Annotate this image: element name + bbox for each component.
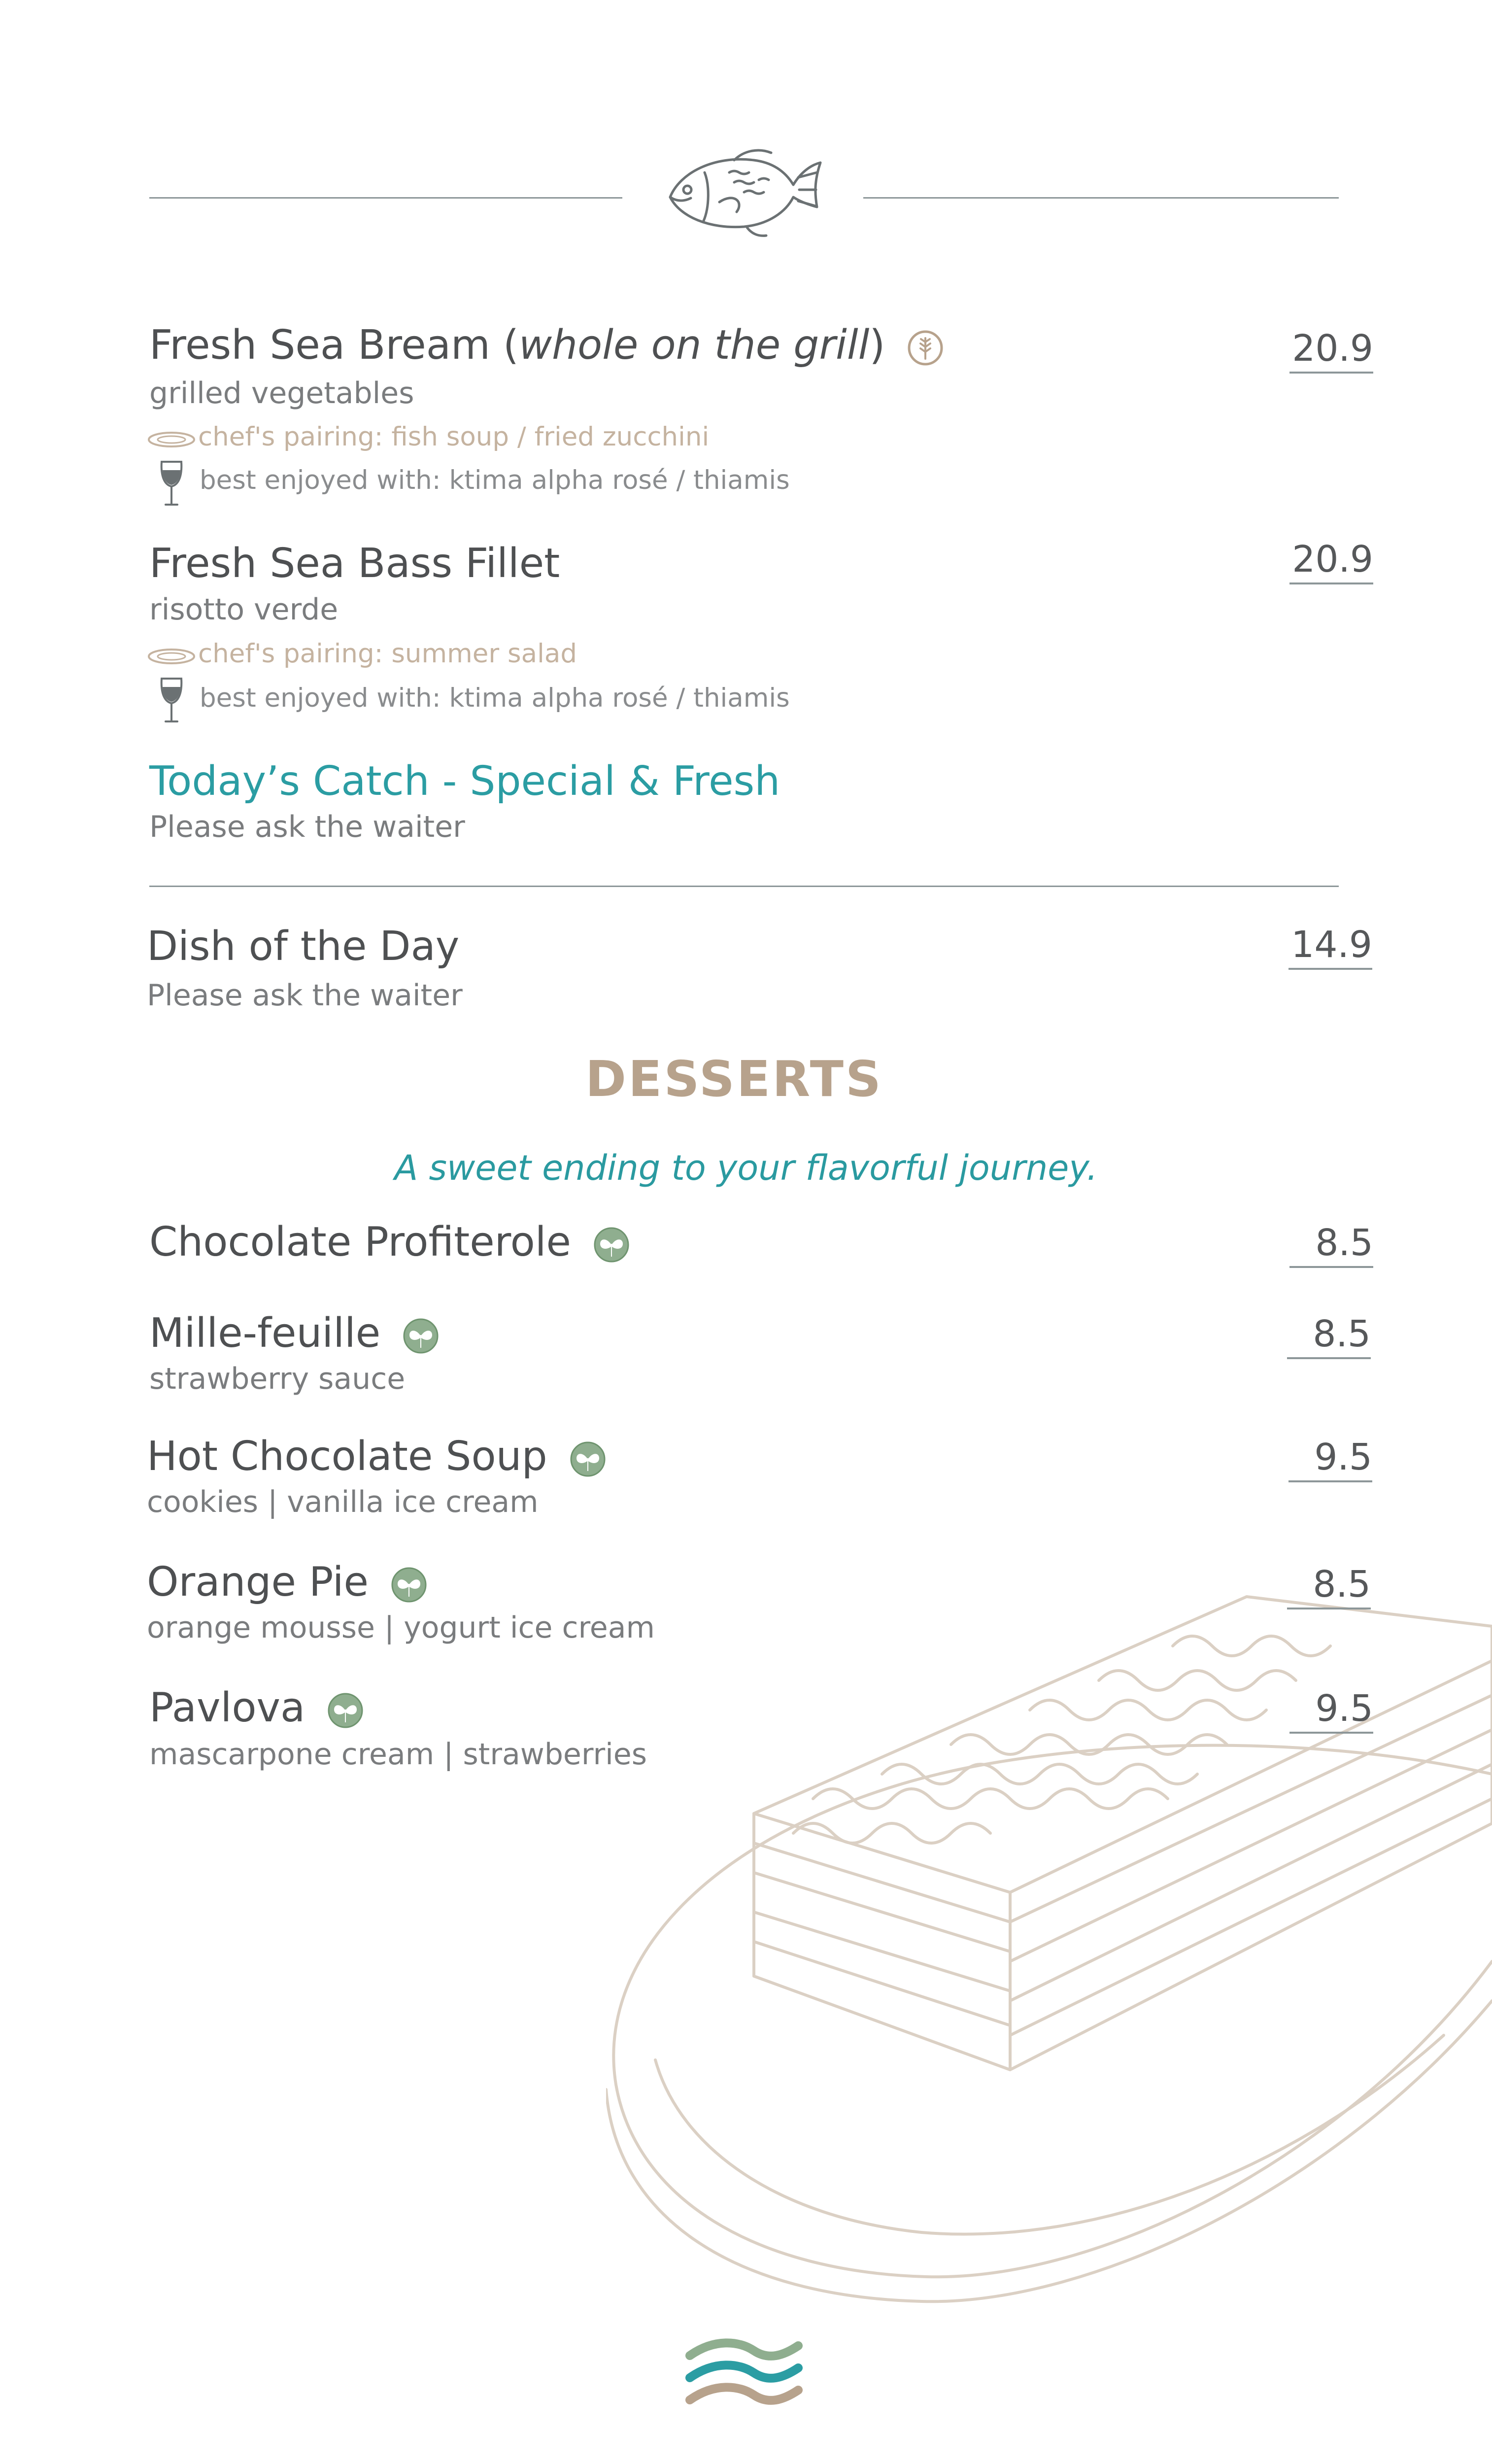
menu-item-name-end: ) xyxy=(869,322,885,369)
dessert-name: Chocolate Profiterole xyxy=(149,1219,571,1266)
header-rule-right xyxy=(863,197,1339,199)
dessert-title xyxy=(149,1684,364,1731)
vegetarian-leaf-icon xyxy=(327,1692,364,1729)
wine-pairing: best enjoyed with: ktima alpha rosé / thiamis xyxy=(200,465,790,495)
fish-icon xyxy=(660,143,828,241)
menu-item-title: Fresh Sea Bass Fillet xyxy=(149,540,560,587)
menu-item-name: Fresh Sea Bream ( xyxy=(149,322,519,369)
dessert-description: mascarpone cream | strawberries xyxy=(149,1737,647,1772)
dessert-title xyxy=(149,1310,440,1357)
dessert-name: Orange Pie xyxy=(147,1559,369,1606)
plate-icon xyxy=(147,430,196,449)
dessert-description: cookies | vanilla ice cream xyxy=(147,1485,539,1519)
dessert-title xyxy=(147,1559,428,1606)
dessert-name: Hot Chocolate Soup xyxy=(147,1433,547,1480)
mille-feuille-illustration xyxy=(606,1567,1492,2336)
dessert-description: orange mousse | yogurt ice cream xyxy=(147,1610,655,1645)
vegetarian-leaf-icon xyxy=(390,1566,428,1604)
dish-of-day-price: 14.9 xyxy=(1289,926,1372,970)
section-heading-desserts: DESSERTS xyxy=(585,1050,883,1108)
dessert-price: 8.5 xyxy=(1287,1566,1371,1609)
dish-of-day-note: Please ask the waiter xyxy=(147,978,463,1013)
dessert-price: 8.5 xyxy=(1289,1225,1373,1268)
section-tagline: A sweet ending to your flavorful journey. xyxy=(394,1148,1098,1188)
vegetarian-leaf-icon xyxy=(402,1317,440,1355)
chef-pairing: chef's pairing: summer salad xyxy=(198,639,577,669)
dessert-title xyxy=(147,1433,607,1480)
todays-catch-note: Please ask the waiter xyxy=(149,810,465,844)
grain-icon xyxy=(907,329,944,367)
menu-item-title xyxy=(149,322,944,369)
waves-logo xyxy=(685,2336,803,2425)
dessert-name: Pavlova xyxy=(149,1684,305,1731)
header-rule-left xyxy=(149,197,622,199)
menu-item-description: grilled vegetables xyxy=(149,376,414,411)
dessert-name: Mille-feuille xyxy=(149,1310,381,1357)
section-divider xyxy=(149,886,1339,887)
dessert-price: 9.5 xyxy=(1289,1690,1373,1734)
vegetarian-leaf-icon xyxy=(593,1226,630,1264)
todays-catch-title: Today’s Catch - Special & Fresh xyxy=(149,758,780,805)
menu-item-description: risotto verde xyxy=(149,592,339,627)
wine-glass-icon xyxy=(157,459,186,509)
menu-item-price: 20.9 xyxy=(1289,330,1373,374)
dessert-description: strawberry sauce xyxy=(149,1362,406,1396)
dessert-title xyxy=(149,1219,630,1266)
wine-glass-icon xyxy=(157,676,186,725)
dessert-price: 8.5 xyxy=(1287,1316,1371,1359)
plate-icon xyxy=(147,647,196,666)
vegetarian-leaf-icon xyxy=(569,1440,607,1478)
menu-item-price: 20.9 xyxy=(1289,541,1373,584)
dish-of-day-title: Dish of the Day xyxy=(147,923,460,970)
menu-item-name-italic: whole on the grill xyxy=(518,322,870,369)
wine-pairing: best enjoyed with: ktima alpha rosé / thiamis xyxy=(200,683,790,713)
chef-pairing: chef's pairing: fish soup / fried zucchini xyxy=(198,422,710,452)
dessert-price: 9.5 xyxy=(1289,1439,1372,1482)
